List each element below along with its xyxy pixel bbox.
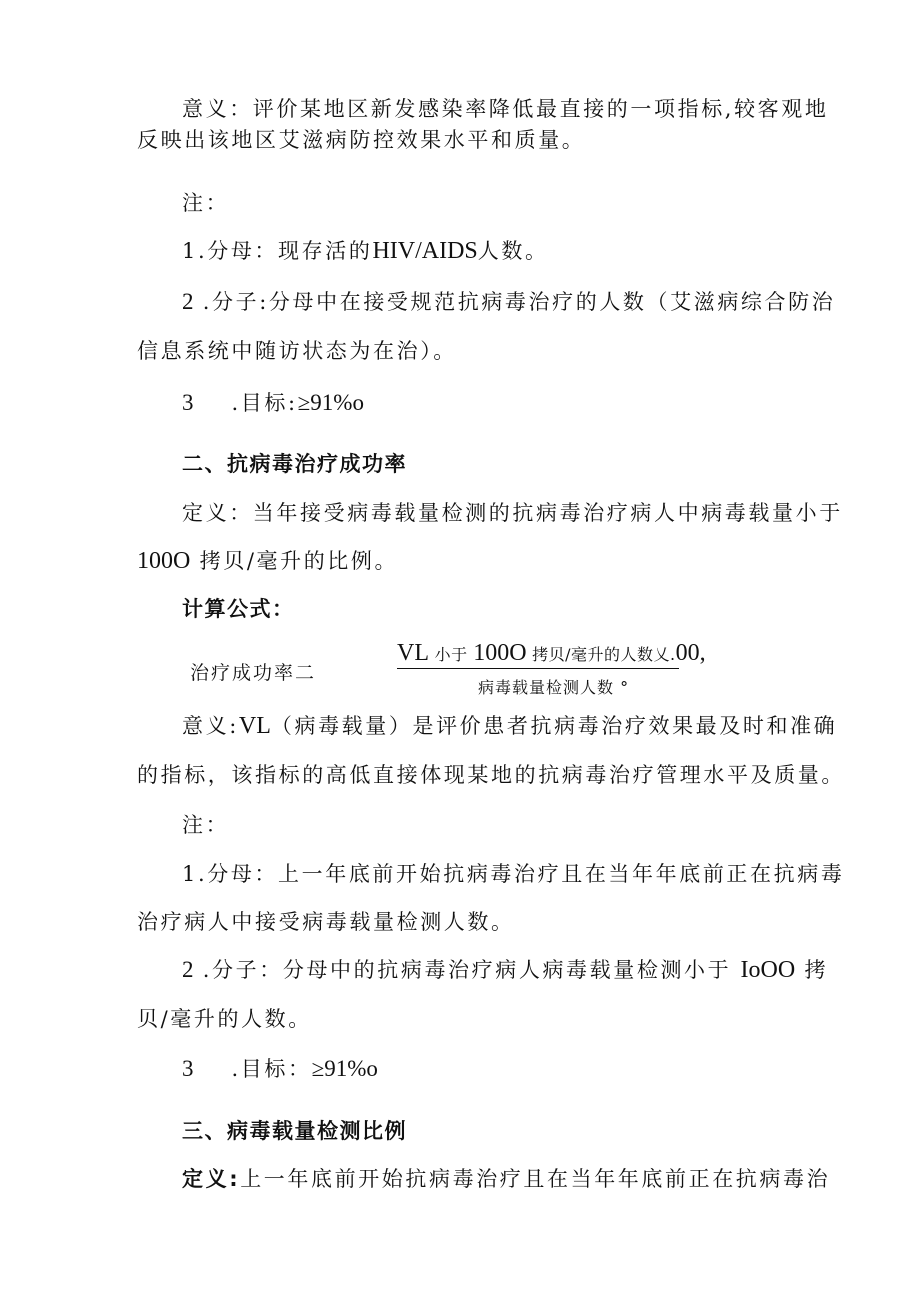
note-item-numerator bbox=[182, 289, 835, 315]
note-item-suffix: 拷 bbox=[804, 958, 829, 982]
definition-text: 拷贝/毫升的比例。 bbox=[199, 549, 399, 573]
note2-item-denominator-line1: 1.分母：上一年底前开始抗病毒治疗且在当年年底前正在抗病毒 bbox=[182, 862, 845, 886]
note2-item-target bbox=[182, 1056, 378, 1082]
vl-term: VL bbox=[238, 713, 271, 739]
numerator-text: 拷贝/毫升的人数乂. bbox=[532, 645, 676, 664]
meaning-line2: 的指标，该指标的高低直接体现某地的抗病毒治疗管理水平及质量。 bbox=[137, 763, 845, 787]
item-number: 2 bbox=[182, 289, 194, 314]
hiv-aids-term: HIV/AIDS bbox=[372, 238, 478, 264]
note-item-target bbox=[182, 390, 364, 416]
note-item-denominator bbox=[182, 238, 549, 264]
meaning-line1 bbox=[182, 713, 837, 739]
note-item-text: .目标： bbox=[231, 1057, 312, 1081]
meaning-prefix: 意义: bbox=[182, 714, 239, 738]
formula-label: 治疗成功率二 bbox=[190, 662, 317, 684]
definition-label: 定义: bbox=[182, 1167, 241, 1191]
calc-formula-label: 计算公式： bbox=[182, 597, 295, 621]
numerator-text: 小于 bbox=[434, 645, 468, 664]
item-number: 3 bbox=[182, 390, 194, 415]
vl-term: VL bbox=[397, 640, 429, 666]
target-value: ≥91%o bbox=[297, 390, 364, 415]
target-value: ≥91%o bbox=[311, 1056, 378, 1081]
note-item-text: .分子:分母中在接受规范抗病毒治疗的人数（艾滋病综合防治 bbox=[202, 290, 836, 314]
note2-item-numerator bbox=[182, 957, 828, 983]
note-label: 注： bbox=[182, 191, 230, 215]
note2-item-numerator-cont: 贝/毫升的人数。 bbox=[137, 1007, 312, 1031]
note2-item-denominator-line2: 治疗病人中接受病毒载量检测人数。 bbox=[137, 910, 515, 934]
note-label: 注： bbox=[182, 813, 230, 837]
item-number: 3 bbox=[182, 1056, 194, 1081]
note-item-text: 1.分母：现存活的 bbox=[182, 239, 373, 263]
item-number: 2 bbox=[182, 957, 194, 982]
numerator-number: 100O bbox=[473, 640, 527, 666]
formula-denominator: 病毒载量检测人数 ° bbox=[478, 678, 630, 697]
fraction-bar bbox=[397, 668, 679, 669]
note-item-numerator-cont: 信息系统中随访状态为在治）。 bbox=[137, 339, 457, 363]
definition-line1 bbox=[182, 1166, 830, 1192]
meaning-paragraph-line1: 意义：评价某地区新发感染率降低最直接的一项指标,较客观地 bbox=[182, 97, 829, 121]
section-heading: 二、抗病毒治疗成功率 bbox=[182, 452, 407, 476]
note-item-text: .目标: bbox=[231, 391, 298, 415]
section-heading: 三、病毒载量检测比例 bbox=[182, 1119, 407, 1143]
definition-text: 上一年底前开始抗病毒治疗且在当年年底前正在抗病毒治 bbox=[240, 1167, 831, 1191]
note-item-text: .分子：分母中的抗病毒治疗病人病毒载量检测小于 bbox=[202, 958, 732, 982]
numerator-end: 00, bbox=[675, 640, 706, 666]
threshold-number: IoOO bbox=[740, 957, 796, 983]
definition-line1: 定义：当年接受病毒载量检测的抗病毒治疗病人中病毒载量小于 bbox=[182, 501, 843, 525]
note-item-suffix: 人数。 bbox=[477, 239, 549, 263]
meaning-text: （病毒载量）是评价患者抗病毒治疗效果最及时和准确 bbox=[270, 714, 838, 738]
definition-line2 bbox=[137, 548, 398, 574]
meaning-paragraph-line2: 反映出该地区艾滋病防控效果水平和质量。 bbox=[137, 128, 586, 152]
threshold-number: 100O bbox=[137, 548, 191, 574]
formula-numerator bbox=[397, 640, 706, 667]
